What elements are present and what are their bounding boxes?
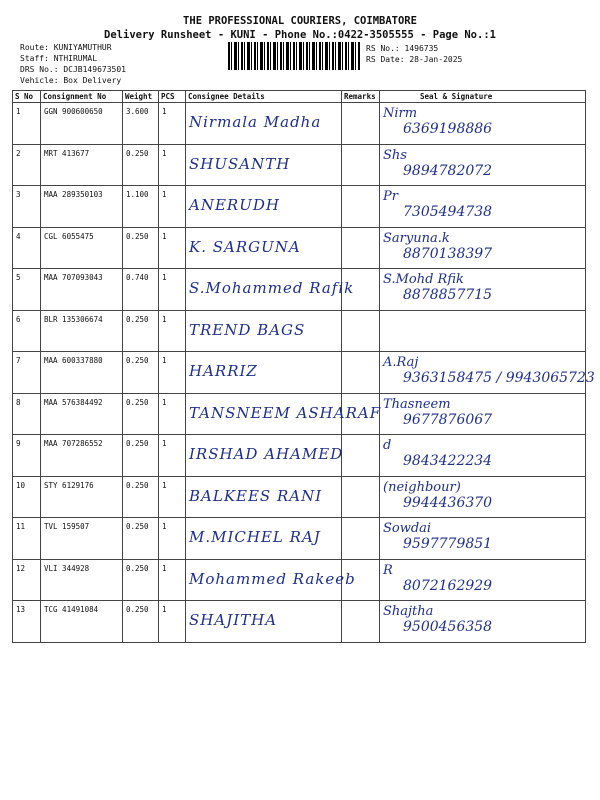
cell-consignee (186, 144, 342, 186)
cell-consignee (186, 476, 342, 518)
cell-weight: 0.250 (123, 435, 159, 477)
cell-remarks (342, 435, 380, 477)
signature-handwriting: (neighbour) (383, 479, 461, 495)
cell-consignee (186, 310, 342, 352)
cell-consignment-no: TCG 41491084 (41, 601, 123, 643)
runsheet-meta-right (366, 43, 462, 65)
cell-seal-signature (380, 518, 586, 560)
cell-consignee (186, 435, 342, 477)
cell-sno: 11 (13, 518, 41, 560)
cell-pcs: 1 (159, 103, 186, 145)
cell-sno: 13 (13, 601, 41, 643)
phone-handwriting: 7305494738 (403, 204, 493, 220)
phone-handwriting: 8870138397 (403, 245, 493, 262)
phone-handwriting: 9363158475 / 9943065723 (403, 370, 595, 386)
consignee-handwriting: M.MICHEL RAJ (189, 528, 321, 546)
cell-seal-signature (380, 269, 586, 311)
cell-seal-signature (380, 310, 586, 352)
table-row (13, 476, 586, 518)
cell-consignment-no: BLR 135306674 (41, 310, 123, 352)
signature-handwriting: Pr (383, 189, 398, 204)
table-row (13, 269, 586, 311)
cell-sno: 5 (13, 269, 41, 311)
cell-consignment-no: CGL 6055475 (41, 227, 123, 269)
cell-weight: 0.740 (123, 269, 159, 311)
table-row (13, 144, 586, 186)
phone-handwriting: 9677876067 (403, 411, 493, 428)
phone-handwriting: 8072162929 (403, 577, 493, 594)
col-header-weight: Weight (123, 91, 159, 103)
runsheet-table (12, 90, 595, 643)
cell-pcs: 1 (159, 601, 186, 643)
cell-sno: 9 (13, 435, 41, 477)
col-header-consignment: Consignment No (41, 91, 123, 103)
cell-consignment-no: MAA 576384492 (41, 393, 123, 435)
cell-sno: 2 (13, 144, 41, 186)
consignee-handwriting: HARRIZ (189, 362, 258, 380)
cell-sno: 10 (13, 476, 41, 518)
table-row (13, 518, 586, 560)
runsheet-subtitle: Delivery Runsheet - KUNI - Phone No.:0422-3505555 - Page No.:1 (104, 29, 496, 41)
cell-remarks (342, 352, 380, 394)
cell-seal-signature (380, 352, 595, 394)
cell-weight: 0.250 (123, 310, 159, 352)
cell-remarks (342, 476, 380, 518)
cell-sno: 8 (13, 393, 41, 435)
signature-handwriting: Shajtha (383, 604, 434, 619)
staff-field: Staff: NTHIRUMAL (20, 54, 98, 63)
vehicle-field: Vehicle: Box Delivery (20, 76, 122, 85)
route-field: Route: KUNIYAMUTHUR (20, 43, 112, 52)
cell-sno: 6 (13, 310, 41, 352)
cell-pcs: 1 (159, 352, 186, 394)
cell-remarks (342, 227, 380, 269)
cell-pcs: 1 (159, 269, 186, 311)
cell-consignment-no: GGN 900600650 (41, 103, 123, 145)
drs-field: DRS No.: DCJB149673501 (20, 65, 126, 74)
cell-consignee (186, 518, 342, 560)
consignee-handwriting: TANSNEEM ASHARAF (189, 403, 382, 422)
consignee-handwriting: ANERUDH (189, 196, 280, 214)
cell-consignee (186, 601, 342, 643)
cell-weight: 0.250 (123, 518, 159, 560)
signature-handwriting: Nirm (383, 106, 418, 121)
rs-date-field: RS Date: 28-Jan-2025 (366, 55, 463, 64)
signature-handwriting: Saryuna.k (383, 230, 450, 246)
cell-consignee (186, 352, 342, 394)
runsheet-meta-left (20, 42, 126, 86)
cell-weight: 0.250 (123, 352, 159, 394)
rs-no-field: RS No.: 1496735 (366, 44, 439, 53)
cell-seal-signature (380, 393, 586, 435)
consignee-handwriting: K. SARGUNA (189, 237, 301, 256)
consignee-handwriting: SHAJITHA (189, 611, 278, 629)
cell-weight: 0.250 (123, 227, 159, 269)
cell-remarks (342, 310, 380, 352)
cell-consignee (186, 186, 342, 228)
signature-handwriting: Sowdai (383, 521, 432, 536)
cell-weight: 1.100 (123, 186, 159, 228)
cell-sno: 12 (13, 559, 41, 601)
table-row (13, 601, 586, 643)
table-header-row (13, 91, 586, 103)
cell-weight: 0.250 (123, 393, 159, 435)
cell-remarks (342, 144, 380, 186)
phone-handwriting: 9944436370 (403, 494, 493, 511)
col-header-sno: S No (13, 91, 41, 103)
cell-seal-signature (380, 559, 586, 601)
phone-handwriting: 9597779851 (403, 536, 493, 552)
signature-handwriting: S.Mohd Rfik (383, 272, 464, 287)
table-row (13, 393, 586, 435)
consignee-handwriting: BALKEES RANI (189, 486, 323, 505)
table-row (13, 227, 586, 269)
table-row (13, 186, 586, 228)
signature-handwriting: d (383, 438, 392, 453)
col-header-pcs: PCS (159, 91, 186, 103)
signature-handwriting: A.Raj (383, 355, 419, 370)
cell-pcs: 1 (159, 435, 186, 477)
col-header-consignee: Consignee Details (186, 91, 342, 103)
cell-pcs: 1 (159, 559, 186, 601)
cell-seal-signature (380, 476, 586, 518)
cell-consignee (186, 103, 342, 145)
cell-sno: 4 (13, 227, 41, 269)
cell-consignment-no: STY 6129176 (41, 476, 123, 518)
barcode-image (228, 42, 360, 70)
phone-handwriting: 9894782072 (403, 162, 493, 179)
phone-handwriting: 6369198886 (403, 121, 493, 137)
cell-remarks (342, 601, 380, 643)
cell-pcs: 1 (159, 393, 186, 435)
cell-sno: 7 (13, 352, 41, 394)
cell-remarks (342, 186, 380, 228)
phone-handwriting: 8878857715 (403, 287, 493, 303)
cell-consignee (186, 227, 342, 269)
cell-seal-signature (380, 103, 586, 145)
consignee-handwriting: SHUSANTH (189, 154, 291, 173)
cell-weight: 0.250 (123, 144, 159, 186)
cell-consignment-no: MAA 707286552 (41, 435, 123, 477)
table-row (13, 352, 586, 394)
phone-handwriting: 9500456358 (403, 619, 493, 635)
cell-weight: 0.250 (123, 476, 159, 518)
signature-handwriting: R (383, 562, 393, 578)
cell-seal-signature (380, 227, 586, 269)
table-row (13, 559, 586, 601)
cell-pcs: 1 (159, 476, 186, 518)
table-row (13, 435, 586, 477)
cell-sno: 3 (13, 186, 41, 228)
table-row (13, 103, 586, 145)
consignee-handwriting: S.Mohammed Rafik (189, 279, 355, 297)
phone-handwriting: 9843422234 (403, 453, 493, 469)
cell-weight: 0.250 (123, 601, 159, 643)
cell-seal-signature (380, 186, 586, 228)
cell-remarks (342, 103, 380, 145)
cell-pcs: 1 (159, 144, 186, 186)
consignee-handwriting: IRSHAD AHAMED (189, 445, 344, 463)
cell-seal-signature (380, 144, 586, 186)
cell-sno: 1 (13, 103, 41, 145)
cell-consignment-no: MAA 600337880 (41, 352, 123, 394)
cell-consignment-no: MAA 707093043 (41, 269, 123, 311)
table-row (13, 310, 586, 352)
cell-consignment-no: MRT 413677 (41, 144, 123, 186)
cell-consignment-no: TVL 159507 (41, 518, 123, 560)
cell-weight: 3.600 (123, 103, 159, 145)
cell-weight: 0.250 (123, 559, 159, 601)
col-header-remarks: Remarks (342, 91, 380, 103)
cell-remarks (342, 518, 380, 560)
consignee-handwriting: TREND BAGS (189, 320, 306, 339)
col-header-seal: Seal & Signature (380, 91, 586, 103)
consignee-handwriting: Nirmala Madha (189, 113, 322, 131)
cell-consignment-no: VLI 344928 (41, 559, 123, 601)
cell-seal-signature (380, 435, 586, 477)
consignee-handwriting: Mohammed Rakeeb (189, 569, 356, 588)
signature-handwriting: Thasneem (383, 396, 451, 412)
cell-pcs: 1 (159, 518, 186, 560)
signature-handwriting: Shs (383, 147, 407, 163)
cell-pcs: 1 (159, 227, 186, 269)
cell-seal-signature (380, 601, 586, 643)
cell-consignee (186, 559, 356, 601)
cell-pcs: 1 (159, 310, 186, 352)
table-body (13, 103, 595, 643)
cell-pcs: 1 (159, 186, 186, 228)
cell-consignment-no: MAA 289350103 (41, 186, 123, 228)
cell-consignee (186, 393, 382, 435)
cell-consignee (186, 269, 355, 311)
runsheet-title: THE PROFESSIONAL COURIERS, COIMBATORE (183, 15, 417, 27)
